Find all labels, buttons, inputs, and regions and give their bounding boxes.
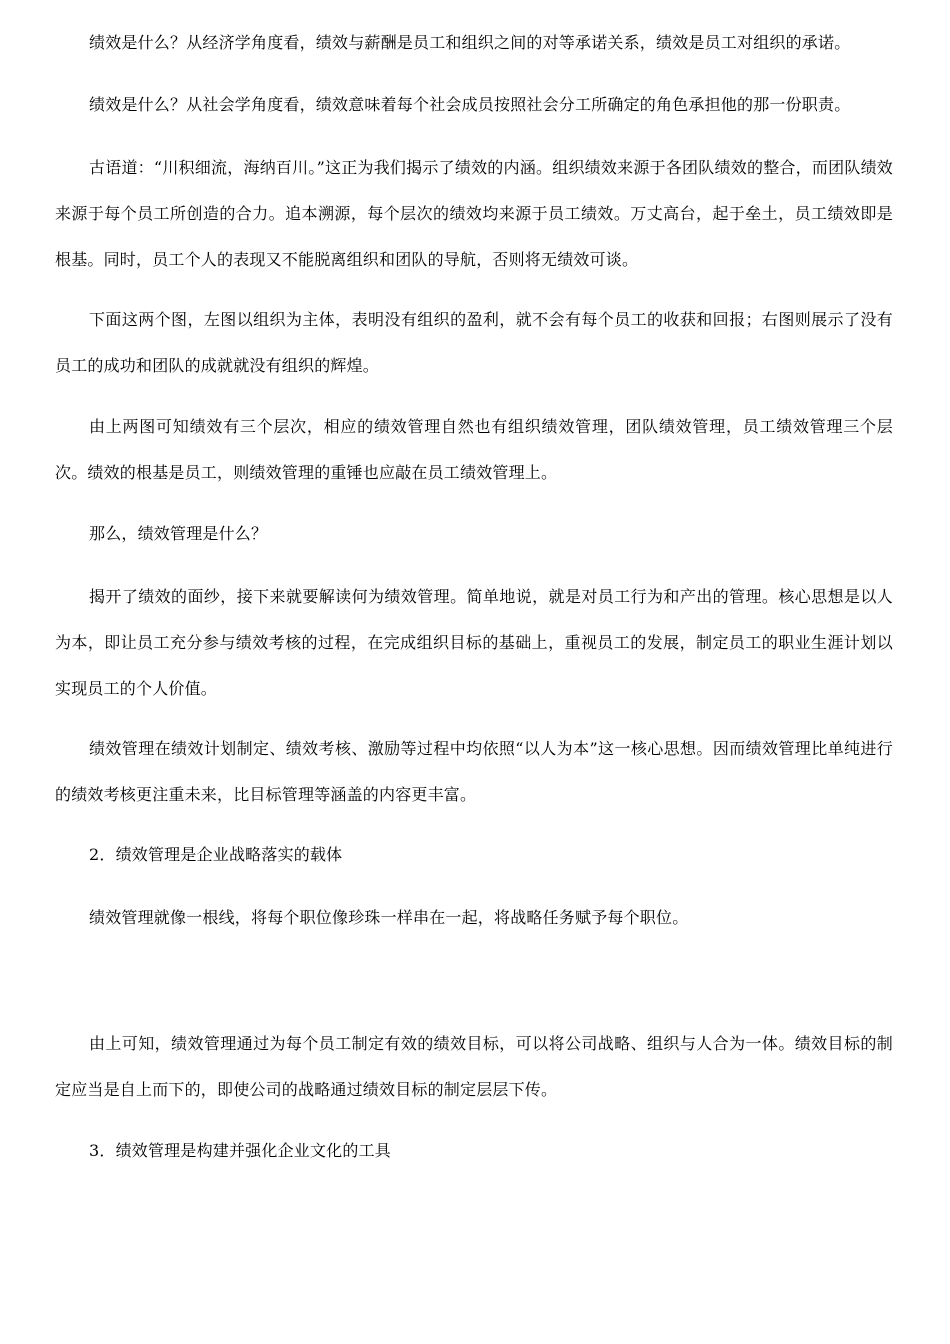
paragraph-performance-economics: 绩效是什么？从经济学角度看，绩效与薪酬是员工和组织之间的对等承诺关系，绩效是员工对组织的承诺。	[89, 33, 851, 52]
paragraph-performance-sociology: 绩效是什么？从社会学角度看，绩效意味着每个社会成员按照社会分工所确定的角色承担他的那一份职责。	[89, 95, 851, 114]
paragraph-proverb: 古语道：“川积细流，海纳百川。”这正为我们揭示了绩效的内涵。组织绩效来源于各团队绩效的整合，而团队绩效来源于每个员工所创造的合力。追本溯源，每个层次的绩效均来源于员工绩效。万丈高台，起于垒土，员工绩效即是根基。同时，员工个人的表现又不能脱离组织和团队的导航，否则将无绩效可谈。	[55, 158, 893, 269]
paragraph-people-oriented: 绩效管理在绩效计划制定、绩效考核、激励等过程中均依照“以人为本”这一核心思想。因而绩效管理比单纯进行的绩效考核更注重未来，比目标管理等涵盖的内容更丰富。	[55, 739, 893, 804]
section-heading-2: 2．绩效管理是企业战略落实的载体	[89, 845, 343, 864]
paragraph-thread-metaphor: 绩效管理就像一根线，将每个职位像珍珠一样串在一起，将战略任务赋予每个职位。	[89, 908, 689, 927]
paragraph-question: 那么，绩效管理是什么？	[89, 524, 268, 543]
paragraph-definition: 揭开了绩效的面纱，接下来就要解读何为绩效管理。简单地说，就是对员工行为和产出的管理。核心思想是以人为本，即让员工充分参与绩效考核的过程，在完成组织目标的基础上，重视员工的发展，制定员工的职业生涯计划以实现员工的个人价值。	[55, 587, 893, 698]
paragraph-three-levels: 由上两图可知绩效有三个层次，相应的绩效管理自然也有组织绩效管理，团队绩效管理，员工绩效管理三个层次。绩效的根基是员工，则绩效管理的重锤也应敲在员工绩效管理上。	[55, 417, 893, 482]
paragraph-strategy-cascade: 由上可知，绩效管理通过为每个员工制定有效的绩效目标，可以将公司战略、组织与人合为一体。绩效目标的制定应当是自上而下的，即使公司的战略通过绩效目标的制定层层下传。	[55, 1034, 893, 1099]
section-heading-3: 3．绩效管理是构建并强化企业文化的工具	[89, 1141, 391, 1160]
paragraph-two-figures: 下面这两个图，左图以组织为主体，表明没有组织的盈利，就不会有每个员工的收获和回报；右图则展示了没有员工的成功和团队的成就就没有组织的辉煌。	[55, 310, 893, 375]
